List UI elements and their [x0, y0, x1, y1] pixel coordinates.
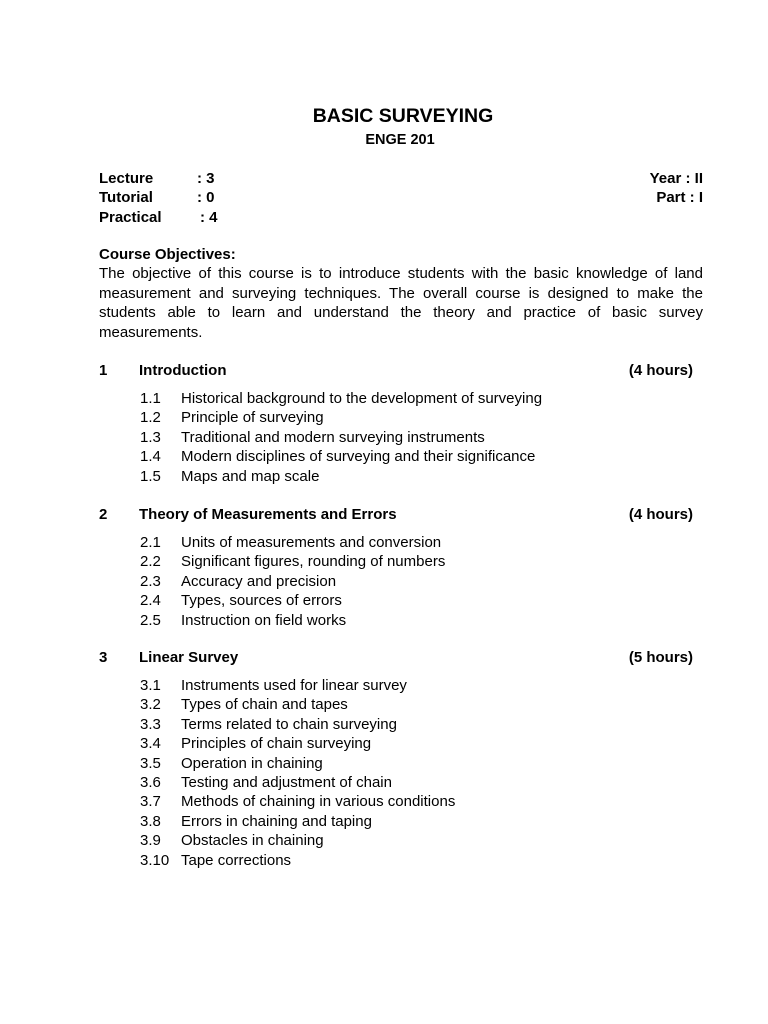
- section-heading: [99, 648, 693, 668]
- topic-text: Errors in chaining and taping: [181, 812, 372, 830]
- topic-number: 2.4: [140, 592, 161, 610]
- topic-item: [99, 851, 693, 870]
- objectives-line: The objective of this course is to introduce students with the basic knowledge of land: [99, 265, 703, 282]
- section-theory-of-measurements: [99, 505, 693, 630]
- topic-item: [99, 734, 693, 753]
- section-number: 3: [99, 649, 108, 666]
- objectives-line: measurements.: [99, 323, 203, 341]
- topic-item: [99, 572, 693, 591]
- year-label: Year : II: [649, 170, 703, 187]
- section-introduction: [99, 361, 693, 486]
- topic-text: Tape corrections: [181, 851, 292, 869]
- section-title: Linear Survey: [139, 649, 239, 666]
- topic-item: [99, 831, 693, 850]
- topic-item: [99, 591, 693, 610]
- topic-item: [99, 533, 693, 552]
- topic-text: Operation in chaining: [181, 754, 323, 772]
- topic-item: [99, 715, 693, 734]
- topic-item: [99, 611, 693, 630]
- objectives-line: measurement and surveying techniques. The overall course is designed to make the: [99, 284, 703, 302]
- topic-item: [99, 552, 693, 571]
- topic-list: [99, 533, 693, 630]
- topic-item: [99, 773, 693, 792]
- objectives-line: students able to learn and understand the theory and practice of basic survey: [99, 304, 703, 321]
- topic-number: 2.3: [140, 572, 161, 590]
- tutorial-value: : 0: [197, 189, 215, 206]
- topic-item: [99, 695, 693, 714]
- topic-number: 1.2: [140, 409, 161, 427]
- objectives-heading: Course Objectives:: [99, 246, 236, 263]
- topic-number: 2.5: [140, 611, 161, 629]
- part-label: Part : I: [656, 189, 703, 206]
- topic-text: Types, sources of errors: [181, 592, 342, 610]
- topic-number: 2.1: [140, 534, 161, 551]
- topic-item: [99, 792, 693, 811]
- topic-number: 3.8: [140, 812, 161, 830]
- section-hours: (4 hours): [628, 506, 693, 523]
- topic-item: [99, 676, 693, 695]
- section-heading: [99, 505, 693, 525]
- topic-number: 1.1: [140, 390, 161, 407]
- section-hours: (5 hours): [628, 649, 693, 666]
- topic-text: Instruments used for linear survey: [181, 677, 407, 694]
- topic-text: Instruction on field works: [181, 611, 347, 629]
- topic-number: 3.7: [140, 793, 161, 811]
- topic-list: [99, 389, 693, 486]
- tutorial-label: Tutorial: [99, 189, 153, 206]
- topic-number: 3.1: [140, 677, 161, 694]
- topic-text: Maps and map scale: [181, 467, 320, 485]
- document-title: BASIC SURVEYING: [312, 105, 494, 127]
- topic-number: 3.9: [140, 832, 161, 850]
- practical-value: : 4: [200, 209, 218, 226]
- topic-text: Principle of surveying: [181, 409, 324, 427]
- section-hours: (4 hours): [628, 362, 693, 379]
- topic-item: [99, 467, 693, 486]
- topic-item: [99, 408, 693, 427]
- topic-number: 3.6: [140, 773, 161, 791]
- section-title: Introduction: [139, 362, 227, 379]
- topic-text: Methods of chaining in various conditions: [181, 793, 456, 811]
- topic-number: 3.3: [140, 715, 161, 733]
- topic-text: Principles of chain surveying: [181, 735, 372, 753]
- section-heading: [99, 361, 693, 381]
- topic-text: Traditional and modern surveying instruments: [181, 428, 485, 446]
- topic-number: 1.4: [140, 448, 161, 466]
- lecture-value: : 3: [197, 170, 215, 187]
- topic-text: Accuracy and precision: [181, 572, 337, 590]
- lecture-label: Lecture: [99, 170, 154, 187]
- topic-list: [99, 676, 693, 870]
- tutorial-row: [99, 188, 215, 208]
- topic-number: 3.10: [140, 851, 170, 869]
- topic-item: [99, 389, 693, 408]
- topic-item: [99, 428, 693, 447]
- topic-text: Significant figures, rounding of numbers: [181, 553, 446, 571]
- topic-number: 2.2: [140, 553, 161, 571]
- topic-number: 3.4: [140, 735, 161, 753]
- objectives-paragraph: [99, 264, 703, 342]
- practical-label: Practical: [99, 209, 162, 226]
- topic-number: 3.2: [140, 696, 161, 714]
- topic-item: [99, 754, 693, 773]
- lecture-row: [99, 169, 215, 189]
- section-number: 1: [99, 362, 108, 379]
- topic-text: Obstacles in chaining: [181, 832, 324, 850]
- course-code: ENGE 201: [365, 132, 435, 148]
- topic-text: Modern disciplines of surveying and their significance: [181, 448, 536, 466]
- topic-text: Units of measurements and conversion: [181, 534, 442, 551]
- practical-row: [99, 208, 218, 228]
- topic-number: 3.5: [140, 754, 161, 772]
- topic-text: Historical background to the development of surveying: [181, 390, 543, 407]
- section-title: Theory of Measurements and Errors: [139, 506, 397, 523]
- topic-item: [99, 812, 693, 831]
- section-number: 2: [99, 506, 108, 523]
- topic-number: 1.5: [140, 467, 161, 485]
- topic-item: [99, 447, 693, 466]
- section-linear-survey: [99, 648, 693, 870]
- topic-text: Types of chain and tapes: [181, 696, 348, 714]
- topic-number: 1.3: [140, 428, 161, 446]
- topic-text: Testing and adjustment of chain: [181, 773, 392, 791]
- topic-text: Terms related to chain surveying: [181, 715, 397, 733]
